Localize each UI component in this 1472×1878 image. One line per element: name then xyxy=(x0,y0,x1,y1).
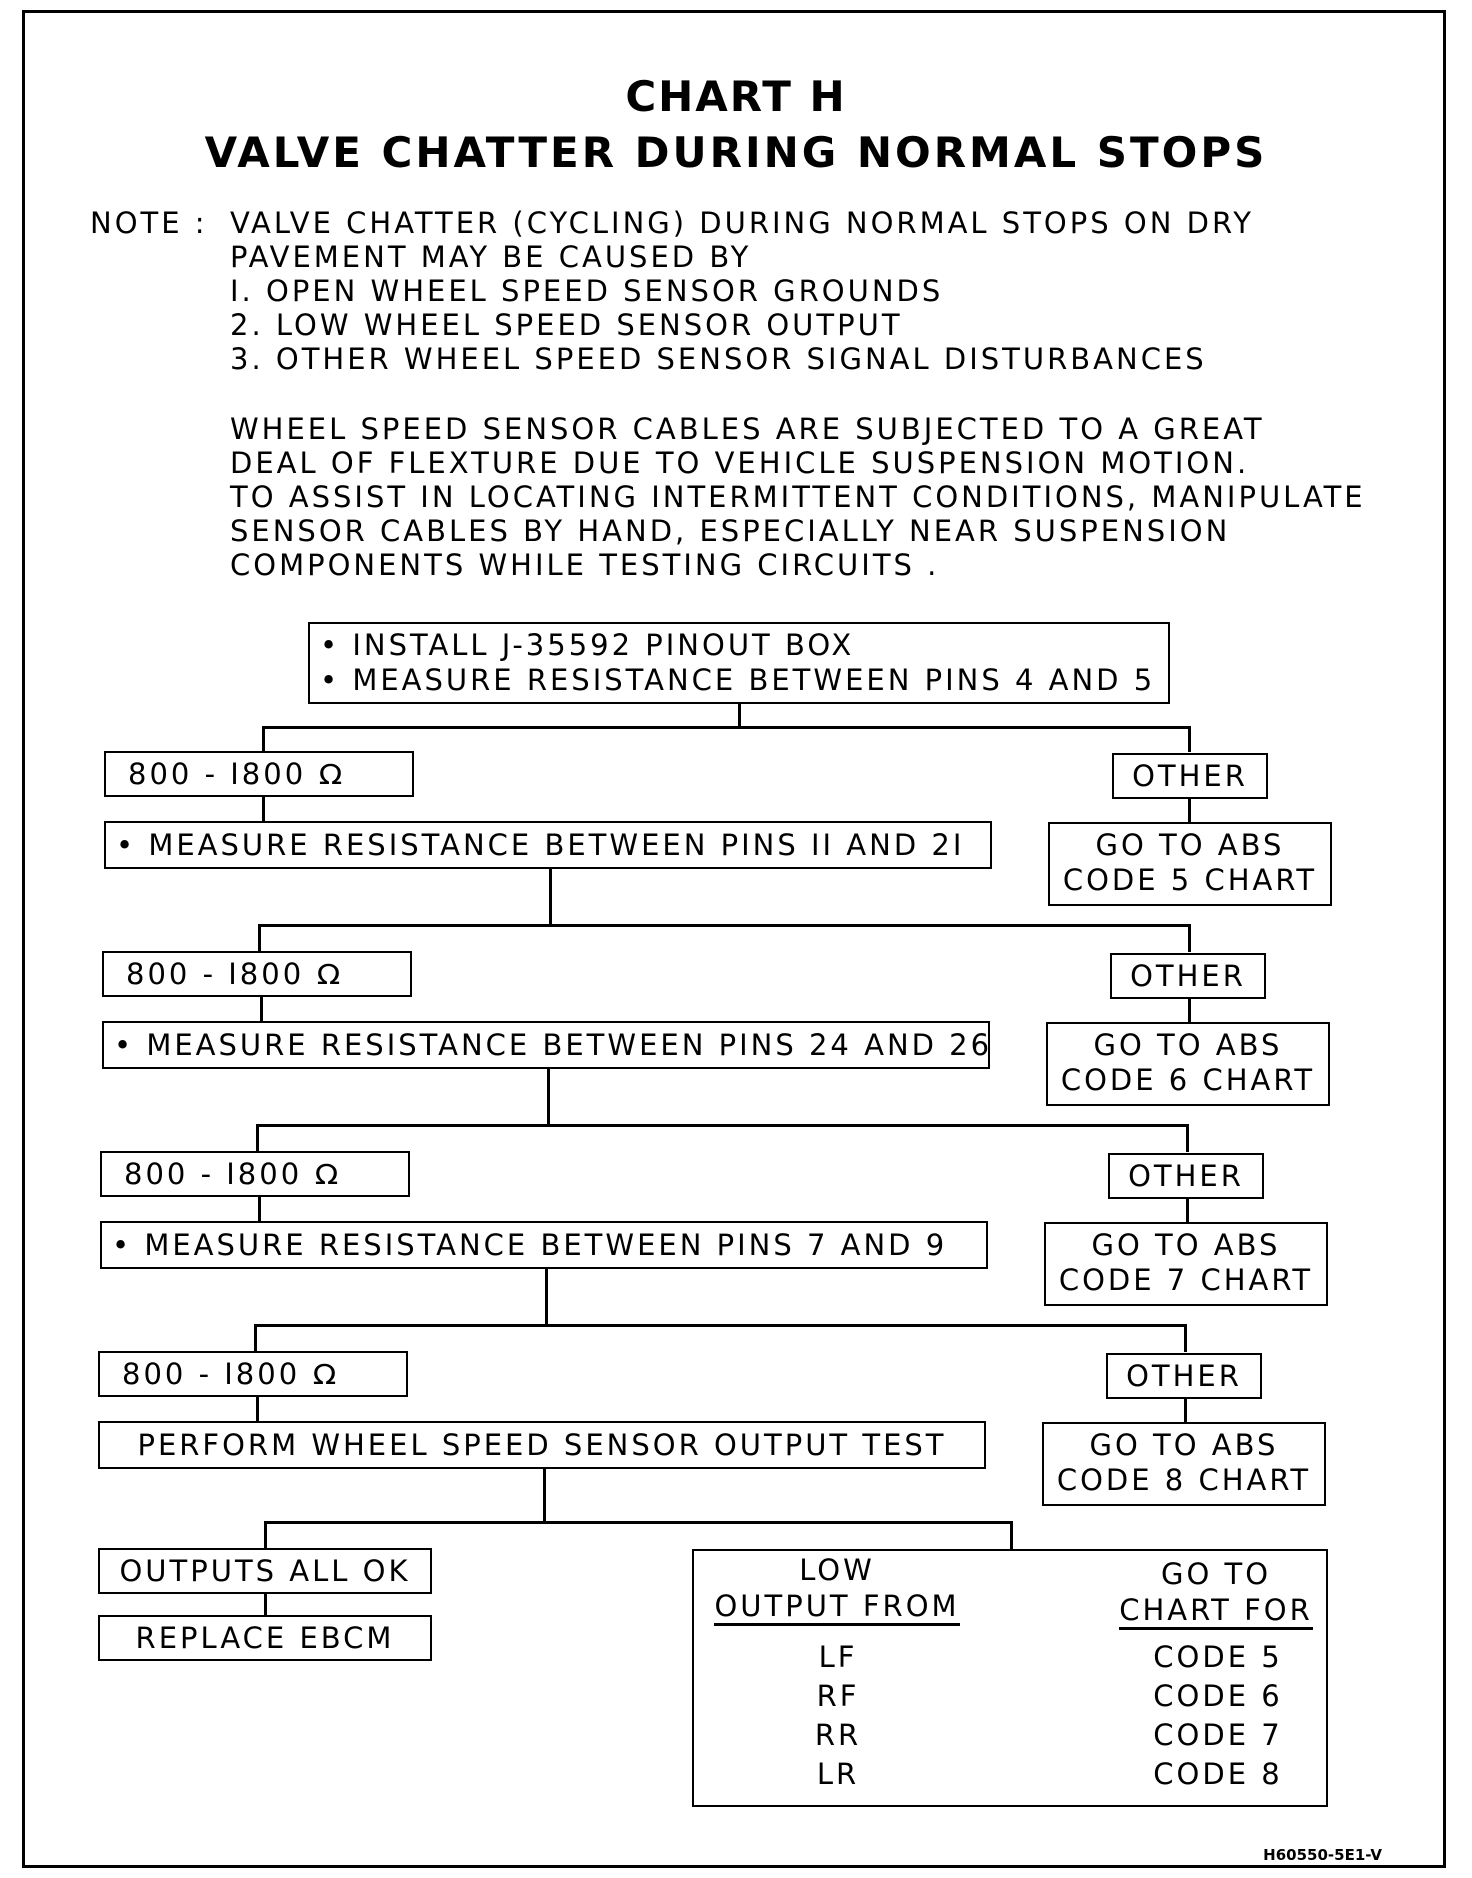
connector-line xyxy=(264,1521,267,1549)
measure-box: • MEASURE RESISTANCE BETWEEN PINS 7 AND 9 xyxy=(100,1221,988,1269)
resistance-ok-box xyxy=(98,1351,408,1397)
table-cell-code: CODE 8 xyxy=(1153,1757,1283,1791)
table-header-goto xyxy=(1106,1556,1326,1628)
connector-line xyxy=(262,726,265,752)
goto-line: GO TO ABS xyxy=(1093,1028,1283,1062)
connector-line xyxy=(547,1069,550,1126)
table-cell-code: CODE 6 xyxy=(1153,1679,1283,1713)
connector-line xyxy=(262,797,265,821)
goto-line: GO TO ABS xyxy=(1089,1428,1279,1462)
connector-line xyxy=(254,1324,257,1352)
connector-line xyxy=(543,1469,546,1523)
measure-box: • MEASURE RESISTANCE BETWEEN PINS II AND 2I xyxy=(104,821,992,869)
resistance-range: 800 - I800 xyxy=(128,757,307,791)
table-header-text: OUTPUT FROM xyxy=(714,1589,959,1626)
connector-line xyxy=(262,726,1190,729)
goto-box xyxy=(1044,1222,1328,1306)
replace-ebcm-box: REPLACE EBCM xyxy=(98,1615,432,1661)
goto-line: CODE 5 CHART xyxy=(1062,863,1318,897)
note-line: 2. LOW WHEEL SPEED SENSOR OUTPUT xyxy=(230,308,903,342)
resistance-ok-box xyxy=(102,951,412,997)
connector-line xyxy=(738,704,741,728)
goto-box xyxy=(1048,822,1332,906)
resistance-range: 800 - I800 xyxy=(126,957,305,991)
resistance-ok-box xyxy=(104,751,414,797)
connector-line xyxy=(258,924,1190,927)
ohm-symbol: Ω xyxy=(312,1358,340,1391)
connector-line xyxy=(1188,799,1191,823)
ohm-symbol: Ω xyxy=(318,758,346,791)
table-cell-code: CODE 5 xyxy=(1153,1640,1283,1674)
connector-line xyxy=(1186,1199,1189,1223)
note-line: 3. OTHER WHEEL SPEED SENSOR SIGNAL DISTURBANCES xyxy=(230,342,1207,376)
other-box: OTHER xyxy=(1110,953,1266,999)
note-label: NOTE : xyxy=(90,206,208,240)
other-box: OTHER xyxy=(1112,753,1268,799)
goto-line: CODE 7 CHART xyxy=(1058,1263,1314,1297)
start-step-install: • INSTALL J-35592 PINOUT BOX xyxy=(320,628,855,662)
chart-subtitle: VALVE CHATTER DURING NORMAL STOPS xyxy=(204,128,1268,177)
note-line: PAVEMENT MAY BE CAUSED BY xyxy=(230,240,752,274)
table-cell-code: CODE 7 xyxy=(1153,1718,1283,1752)
connector-line xyxy=(258,1197,261,1221)
chart-title: CHART H xyxy=(625,72,847,121)
start-box xyxy=(308,622,1170,704)
table-cell-wheel: LR xyxy=(816,1757,860,1791)
goto-line: GO TO ABS xyxy=(1091,1228,1281,1262)
other-box: OTHER xyxy=(1106,1353,1262,1399)
connector-line xyxy=(254,1324,1186,1327)
table-header-text: GO TO xyxy=(1160,1557,1272,1591)
ohm-symbol: Ω xyxy=(316,958,344,991)
table-header-text: LOW xyxy=(799,1553,875,1587)
table-cell-wheel: LF xyxy=(818,1640,858,1674)
note-paragraph-line: COMPONENTS WHILE TESTING CIRCUITS . xyxy=(230,548,940,582)
connector-line xyxy=(1186,1124,1189,1152)
table-header-text: CHART FOR xyxy=(1119,1593,1313,1630)
connector-line xyxy=(1188,999,1191,1023)
note-paragraph-line: WHEEL SPEED SENSOR CABLES ARE SUBJECTED TO A GREAT xyxy=(230,412,1265,446)
note-paragraph-line: DEAL OF FLEXTURE DUE TO VEHICLE SUSPENSION MOTION. xyxy=(230,446,1250,480)
connector-line xyxy=(1184,1324,1187,1352)
connector-line xyxy=(264,1521,1012,1524)
connector-line xyxy=(260,997,263,1021)
note-paragraph-line: TO ASSIST IN LOCATING INTERMITTENT CONDITIONS, MANIPULATE xyxy=(230,480,1366,514)
note-paragraph-line: SENSOR CABLES BY HAND, ESPECIALLY NEAR SUSPENSION xyxy=(230,514,1231,548)
table-cell-wheel: RR xyxy=(814,1718,862,1752)
note-line: I. OPEN WHEEL SPEED SENSOR GROUNDS xyxy=(230,274,944,308)
connector-line xyxy=(1010,1521,1013,1551)
connector-line xyxy=(256,1124,259,1152)
connector-line xyxy=(1188,726,1191,752)
note-line: VALVE CHATTER (CYCLING) DURING NORMAL STOPS ON DRY xyxy=(230,206,1254,240)
goto-line: CODE 8 CHART xyxy=(1056,1463,1312,1497)
other-box: OTHER xyxy=(1108,1153,1264,1199)
connector-line xyxy=(1184,1399,1187,1423)
table-header-low xyxy=(708,1552,966,1624)
goto-line: CODE 6 CHART xyxy=(1060,1063,1316,1097)
table-cell-wheel: RF xyxy=(816,1679,860,1713)
goto-box xyxy=(1046,1022,1330,1106)
connector-line xyxy=(1188,924,1191,952)
resistance-range: 800 - I800 xyxy=(124,1157,303,1191)
resistance-range: 800 - I800 xyxy=(122,1357,301,1391)
measure-box: • MEASURE RESISTANCE BETWEEN PINS 24 AND 26 xyxy=(102,1021,990,1069)
goto-box xyxy=(1042,1422,1326,1506)
resistance-ok-box xyxy=(100,1151,410,1197)
ohm-symbol: Ω xyxy=(314,1158,342,1191)
connector-line xyxy=(545,1269,548,1326)
connector-line xyxy=(256,1124,1188,1127)
connector-line xyxy=(549,869,552,926)
connector-line xyxy=(264,1594,267,1616)
reference-number: H60550-5E1-V xyxy=(1263,1846,1382,1864)
start-step-measure: • MEASURE RESISTANCE BETWEEN PINS 4 AND 5 xyxy=(320,663,1156,697)
goto-line: GO TO ABS xyxy=(1095,828,1285,862)
outputs-ok-box: OUTPUTS ALL OK xyxy=(98,1548,432,1594)
output-test-box: PERFORM WHEEL SPEED SENSOR OUTPUT TEST xyxy=(98,1421,986,1469)
connector-line xyxy=(256,1397,259,1421)
connector-line xyxy=(258,924,261,952)
